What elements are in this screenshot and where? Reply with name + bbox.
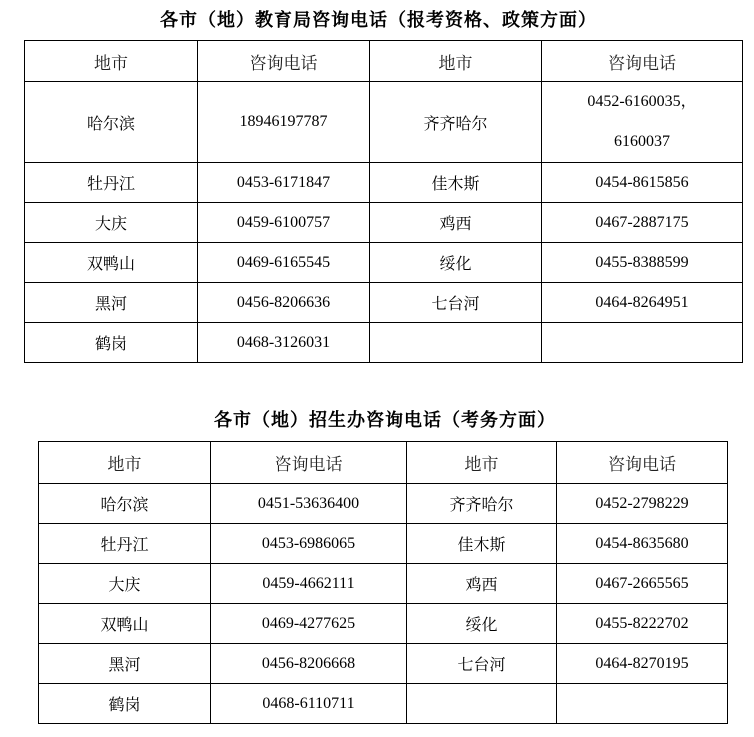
city-cell: 双鸭山 <box>39 604 211 644</box>
phone-cell: 0464-8264951 <box>542 283 743 323</box>
table-header-row <box>39 442 728 484</box>
header-phone: 咨询电话 <box>198 41 370 82</box>
phone-cell <box>542 82 743 163</box>
city-cell: 鸡西 <box>407 564 557 604</box>
city-cell: 黑河 <box>25 283 198 323</box>
city-cell: 鹤岗 <box>39 684 211 724</box>
phone-cell: 0467-2665565 <box>557 564 728 604</box>
education-bureau-phone-table <box>24 40 743 363</box>
phone-cell: 0451-53636400 <box>211 484 407 524</box>
phone-cell: 18946197787 <box>198 82 370 163</box>
phone-cell: 0453-6171847 <box>198 163 370 203</box>
education-bureau-table-title: 各市（地）教育局咨询电话（报考资格、政策方面） <box>160 10 597 30</box>
phone-cell: 0459-4662111 <box>211 564 407 604</box>
city-cell: 大庆 <box>39 564 211 604</box>
table-row <box>39 604 728 644</box>
header-city: 地市 <box>25 41 198 82</box>
table-row <box>25 243 743 283</box>
phone-cell: 0456-8206668 <box>211 644 407 684</box>
city-cell: 鹤岗 <box>25 323 198 363</box>
city-cell: 鸡西 <box>370 203 542 243</box>
header-city: 地市 <box>370 41 542 82</box>
city-cell: 黑河 <box>39 644 211 684</box>
table-row <box>39 684 728 724</box>
table-header-row <box>25 41 743 82</box>
city-cell: 佳木斯 <box>370 163 542 203</box>
phone-cell: 0467-2887175 <box>542 203 743 243</box>
city-cell: 绥化 <box>370 243 542 283</box>
header-city: 地市 <box>39 442 211 484</box>
city-cell: 哈尔滨 <box>25 82 198 163</box>
table-row <box>39 484 728 524</box>
city-cell <box>407 684 557 724</box>
phone-cell: 0452-2798229 <box>557 484 728 524</box>
phone-cell: 0469-4277625 <box>211 604 407 644</box>
phone-cell <box>557 684 728 724</box>
phone-cell: 0455-8222702 <box>557 604 728 644</box>
city-cell <box>370 323 542 363</box>
table-row <box>39 564 728 604</box>
header-phone: 咨询电话 <box>542 41 743 82</box>
table-row <box>25 82 743 163</box>
phone-cell: 0468-3126031 <box>198 323 370 363</box>
phone-cell: 0469-6165545 <box>198 243 370 283</box>
table-row <box>39 644 728 684</box>
table-row <box>25 323 743 363</box>
city-cell: 牡丹江 <box>39 524 211 564</box>
table-row <box>39 524 728 564</box>
phone-cell: 0455-8388599 <box>542 243 743 283</box>
admissions-office-table-title: 各市（地）招生办咨询电话（考务方面） <box>214 410 556 430</box>
city-cell: 七台河 <box>370 283 542 323</box>
header-phone: 咨询电话 <box>557 442 728 484</box>
phone-cell: 0468-6110711 <box>211 684 407 724</box>
city-cell: 齐齐哈尔 <box>407 484 557 524</box>
phone-cell: 0454-8635680 <box>557 524 728 564</box>
phone-cell: 0454-8615856 <box>542 163 743 203</box>
table-row <box>25 283 743 323</box>
header-phone: 咨询电话 <box>211 442 407 484</box>
phone-cell: 0453-6986065 <box>211 524 407 564</box>
phone-cell <box>542 323 743 363</box>
phone-line-1: 0452-6160035， <box>587 93 697 110</box>
header-city: 地市 <box>407 442 557 484</box>
city-cell: 佳木斯 <box>407 524 557 564</box>
city-cell: 牡丹江 <box>25 163 198 203</box>
table-row <box>25 163 743 203</box>
city-cell: 齐齐哈尔 <box>370 82 542 163</box>
city-cell: 大庆 <box>25 203 198 243</box>
city-cell: 七台河 <box>407 644 557 684</box>
city-cell: 哈尔滨 <box>39 484 211 524</box>
city-cell: 双鸭山 <box>25 243 198 283</box>
table-row <box>25 203 743 243</box>
city-cell: 绥化 <box>407 604 557 644</box>
phone-cell: 0464-8270195 <box>557 644 728 684</box>
phone-line-2: 6160037 <box>614 133 670 150</box>
phone-cell: 0459-6100757 <box>198 203 370 243</box>
phone-cell: 0456-8206636 <box>198 283 370 323</box>
admissions-office-phone-table <box>38 441 728 724</box>
